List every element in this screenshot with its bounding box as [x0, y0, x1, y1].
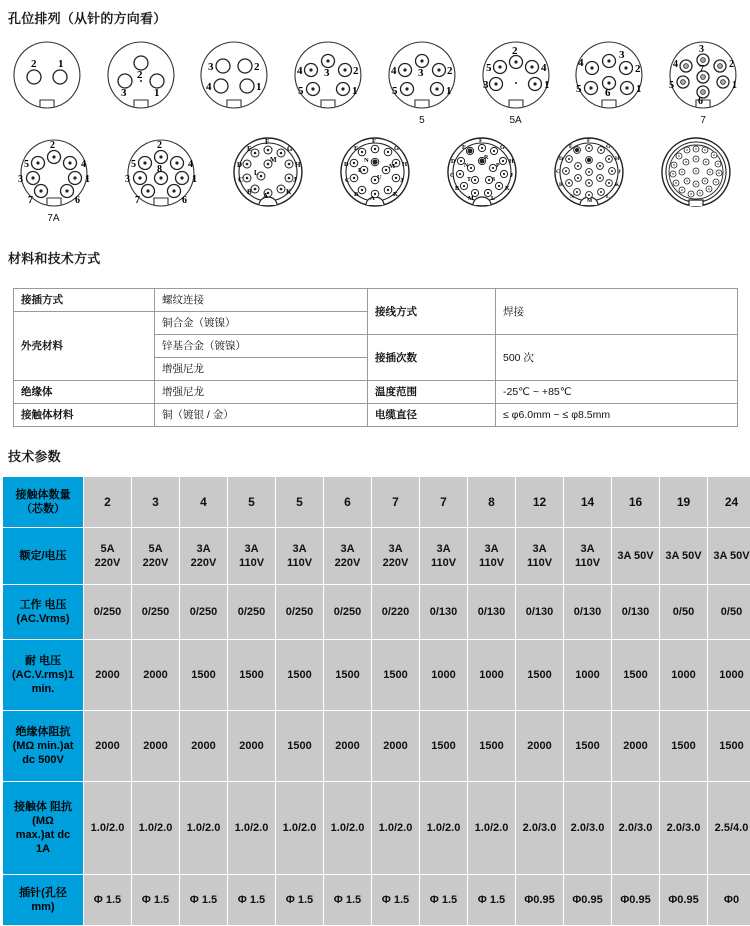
- cell-pin-diameter-0: Φ 1.5: [84, 875, 131, 925]
- material-label-cable-diameter: 电缆直径: [368, 404, 496, 427]
- cell-working-voltage-4: 0/250: [276, 585, 323, 639]
- cell-pin-diameter-2: Φ 1.5: [180, 875, 227, 925]
- cell-rated-voltage-8: 3A 110V: [468, 528, 515, 584]
- svg-text:4: 4: [673, 59, 679, 70]
- svg-text:2: 2: [511, 45, 518, 57]
- svg-text:4: 4: [297, 65, 303, 77]
- svg-text:K: K: [614, 182, 619, 188]
- svg-text:3: 3: [699, 44, 705, 55]
- material-value-insulator: 增强尼龙: [155, 381, 368, 404]
- section-heading-materials: 材料和技术方式: [8, 251, 101, 266]
- material-label-mating-cycles: 接插次数: [368, 335, 496, 381]
- cell-working-voltage-3: 0/250: [228, 585, 275, 639]
- cell-contact-count-11: 16: [612, 477, 659, 527]
- cell-contact-resistance-11: 2.0/3.0: [612, 782, 659, 874]
- svg-text:H: H: [508, 159, 514, 165]
- cell-rated-voltage-4: 3A 110V: [276, 528, 323, 584]
- svg-text:L: L: [605, 194, 610, 200]
- svg-text:3: 3: [482, 79, 489, 91]
- cell-insulation-resistance-11: 2000: [612, 711, 659, 781]
- cell-contact-resistance-5: 1.0/2.0: [324, 782, 371, 874]
- svg-text:E: E: [353, 145, 358, 152]
- svg-text:J: J: [509, 173, 513, 179]
- material-label-contact-material: 接触体材料: [14, 404, 155, 427]
- connector-5a: [469, 36, 563, 132]
- cell-insulation-resistance-10: 1500: [564, 711, 611, 781]
- cell-pin-diameter-4: Φ 1.5: [276, 875, 323, 925]
- svg-text:2: 2: [635, 63, 641, 75]
- cell-insulation-resistance-3: 2000: [228, 711, 275, 781]
- svg-text:5: 5: [298, 85, 304, 97]
- connector-4pin: [188, 36, 282, 132]
- cell-rated-voltage-12: 3A 50V: [660, 528, 707, 584]
- connector-4pin-graphic: [189, 36, 279, 116]
- svg-text:K: K: [392, 191, 398, 198]
- cell-contact-resistance-3: 1.0/2.0: [228, 782, 275, 874]
- cell-rated-voltage-13: 3A 50V: [708, 528, 750, 584]
- svg-text:K: K: [285, 188, 291, 196]
- svg-text:3: 3: [417, 67, 424, 79]
- svg-text:L: L: [253, 169, 259, 177]
- svg-text:G: G: [393, 145, 399, 152]
- cell-contact-resistance-12: 2.0/3.0: [660, 782, 707, 874]
- connector-5pin-graphic: [377, 36, 467, 116]
- cell-withstand-voltage-7: 1000: [420, 640, 467, 710]
- cell-rated-voltage-3: 3A 110V: [228, 528, 275, 584]
- svg-text:5: 5: [669, 80, 675, 91]
- connector-16pin: [428, 134, 535, 230]
- connector-16pin-graphic: [437, 134, 527, 214]
- svg-text:3: 3: [208, 61, 214, 73]
- cell-contact-resistance-7: 1.0/2.0: [420, 782, 467, 874]
- cell-working-voltage-8: 0/130: [468, 585, 515, 639]
- cell-contact-count-4: 5: [276, 477, 323, 527]
- connector-label: 7A: [47, 213, 60, 224]
- connector-7a-graphic: [9, 134, 99, 214]
- cell-working-voltage-13: 0/50: [708, 585, 750, 639]
- svg-text:2: 2: [729, 59, 735, 70]
- connector-12pin-graphic: [223, 134, 313, 214]
- svg-text:B: B: [454, 186, 459, 192]
- svg-text:5: 5: [576, 83, 582, 95]
- cell-pin-diameter-12: Φ0.95: [660, 875, 707, 925]
- svg-text:3: 3: [17, 174, 23, 185]
- cell-contact-resistance-0: 1.0/2.0: [84, 782, 131, 874]
- cell-contact-count-12: 19: [660, 477, 707, 527]
- svg-text:M: M: [467, 196, 474, 202]
- table-row-contact-resistance: [3, 782, 750, 874]
- svg-text:2: 2: [136, 69, 143, 81]
- row-label-rated-voltage: 额定/电压: [3, 528, 83, 584]
- svg-text:5: 5: [130, 159, 136, 170]
- svg-text:1: 1: [84, 174, 90, 185]
- cell-insulation-resistance-9: 2000: [516, 711, 563, 781]
- svg-text:2: 2: [254, 61, 260, 73]
- cell-pin-diameter-3: Φ 1.5: [228, 875, 275, 925]
- table-row: [14, 289, 738, 312]
- svg-text:4: 4: [206, 81, 212, 93]
- connector-7pin-graphic: [658, 36, 748, 116]
- svg-text:D: D: [558, 156, 563, 162]
- row-label-insulation-resistance: 绝缘体阻抗 (MΩ min.)at dc 500V: [3, 711, 83, 781]
- svg-text:G: G: [499, 145, 505, 151]
- connector-6pin: [563, 36, 657, 132]
- svg-text:E: E: [461, 145, 466, 151]
- cell-insulation-resistance-5: 2000: [324, 711, 371, 781]
- svg-text:B: B: [558, 182, 563, 188]
- material-value-temperature-range: -25℃ ~ +85℃: [496, 381, 738, 404]
- cell-contact-count-7: 7: [420, 477, 467, 527]
- svg-text:F: F: [586, 138, 590, 144]
- section-heading-pinout: 孔位排列（从针的方向看）: [8, 11, 167, 26]
- cell-pin-diameter-8: Φ 1.5: [468, 875, 515, 925]
- cell-contact-count-8: 8: [468, 477, 515, 527]
- cell-contact-resistance-13: 2.5/4.0: [708, 782, 750, 874]
- svg-text:G: G: [286, 145, 292, 153]
- svg-text:1: 1: [543, 79, 550, 91]
- connector-8pin: [107, 134, 214, 230]
- svg-text:7: 7: [27, 195, 33, 206]
- cell-pin-diameter-9: Φ0.95: [516, 875, 563, 925]
- svg-text:3: 3: [619, 49, 625, 61]
- cell-contact-resistance-2: 1.0/2.0: [180, 782, 227, 874]
- svg-text:1: 1: [636, 83, 642, 95]
- cell-insulation-resistance-13: 1500: [708, 711, 750, 781]
- row-label-contact-resistance: 接触体 阻抗 (MΩ max.)at dc 1A: [3, 782, 83, 874]
- cell-working-voltage-2: 0/250: [180, 585, 227, 639]
- svg-text:8: 8: [156, 164, 162, 175]
- svg-text:1: 1: [256, 81, 262, 93]
- cell-withstand-voltage-8: 1000: [468, 640, 515, 710]
- svg-text:4: 4: [187, 159, 193, 170]
- svg-text:B: B: [246, 188, 252, 196]
- cell-withstand-voltage-13: 1000: [708, 640, 750, 710]
- svg-text:1: 1: [732, 80, 738, 91]
- svg-text:4: 4: [578, 57, 584, 69]
- svg-text:1: 1: [153, 87, 160, 99]
- cell-contact-count-2: 4: [180, 477, 227, 527]
- svg-text:A: A: [262, 192, 268, 200]
- svg-text:H: H: [614, 156, 619, 162]
- table-row-insulation-resistance: [3, 711, 750, 781]
- table-row: [14, 381, 738, 404]
- row-label-working-voltage: 工作 电压 (AC.Vrms): [3, 585, 83, 639]
- svg-text:R: R: [483, 155, 488, 161]
- cell-pin-diameter-10: Φ0.95: [564, 875, 611, 925]
- svg-text:L: L: [357, 167, 362, 174]
- cell-insulation-resistance-7: 1500: [420, 711, 467, 781]
- cell-contact-resistance-1: 1.0/2.0: [132, 782, 179, 874]
- svg-text:6: 6: [74, 195, 80, 206]
- connector-label: 7: [700, 115, 706, 126]
- material-label-insulator: 绝缘体: [14, 381, 155, 404]
- material-value-contact-material: 铜（镀银 / 金）: [155, 404, 368, 427]
- section-heading-specs: 技术参数: [8, 449, 61, 464]
- cell-contact-count-6: 7: [372, 477, 419, 527]
- svg-text:6: 6: [181, 195, 187, 206]
- cell-contact-count-10: 14: [564, 477, 611, 527]
- svg-text:J: J: [399, 177, 403, 184]
- connector-14pin-graphic: [330, 134, 420, 214]
- cell-working-voltage-0: 0/250: [84, 585, 131, 639]
- svg-text:5: 5: [485, 62, 492, 74]
- cell-contact-resistance-4: 1.0/2.0: [276, 782, 323, 874]
- cell-insulation-resistance-4: 1500: [276, 711, 323, 781]
- material-label-connection-type: 接插方式: [14, 289, 155, 312]
- svg-text:6: 6: [698, 96, 704, 107]
- cell-rated-voltage-2: 3A 220V: [180, 528, 227, 584]
- row-label-contact-count: 接触体数量 （芯数）: [3, 477, 83, 527]
- cell-withstand-voltage-1: 2000: [132, 640, 179, 710]
- connector-12pin: [214, 134, 321, 230]
- cell-withstand-voltage-5: 1500: [324, 640, 371, 710]
- table-row-rated-voltage: [3, 528, 750, 584]
- cell-contact-resistance-6: 1.0/2.0: [372, 782, 419, 874]
- cell-rated-voltage-11: 3A 50V: [612, 528, 659, 584]
- connector-6pin-graphic: [564, 36, 654, 116]
- connector-19pin-graphic: [544, 134, 634, 214]
- svg-text:C: C: [555, 169, 560, 175]
- row-label-pin-diameter: 插针(孔径 mm): [3, 875, 83, 925]
- cell-working-voltage-10: 0/130: [564, 585, 611, 639]
- svg-text:7: 7: [134, 195, 140, 206]
- svg-text:4: 4: [80, 159, 86, 170]
- cell-working-voltage-12: 0/50: [660, 585, 707, 639]
- cell-contact-count-1: 3: [132, 477, 179, 527]
- cell-contact-resistance-8: 1.0/2.0: [468, 782, 515, 874]
- svg-text:5: 5: [391, 85, 398, 97]
- material-value-mating-cycles: 500 次: [496, 335, 738, 381]
- svg-text:6: 6: [605, 87, 611, 99]
- cell-pin-diameter-11: Φ0.95: [612, 875, 659, 925]
- cell-contact-count-0: 2: [84, 477, 131, 527]
- svg-text:3: 3: [120, 87, 127, 99]
- svg-text:7: 7: [699, 64, 705, 75]
- cell-contact-count-3: 5: [228, 477, 275, 527]
- material-value-cable-diameter: ≤ φ6.0mm ~ ≤ φ8.5mm: [496, 404, 738, 427]
- svg-text:3: 3: [124, 174, 130, 185]
- cell-contact-count-5: 6: [324, 477, 371, 527]
- cell-insulation-resistance-2: 2000: [180, 711, 227, 781]
- svg-text:3: 3: [324, 67, 330, 79]
- svg-text:2: 2: [446, 65, 453, 77]
- cell-rated-voltage-1: 5A 220V: [132, 528, 179, 584]
- connector-label: 5: [419, 115, 425, 126]
- svg-text:J: J: [292, 176, 296, 184]
- svg-text:M: M: [388, 163, 395, 170]
- svg-text:2: 2: [353, 65, 359, 77]
- connector-24pin: [642, 134, 749, 230]
- svg-text:D: D: [343, 161, 349, 168]
- cell-rated-voltage-10: 3A 110V: [564, 528, 611, 584]
- connector-2pin: [0, 36, 94, 132]
- svg-text:B: B: [353, 191, 358, 198]
- cell-pin-diameter-1: Φ 1.5: [132, 875, 179, 925]
- cell-working-voltage-9: 0/130: [516, 585, 563, 639]
- connector-5pin: [375, 36, 469, 132]
- table-row: [14, 404, 738, 427]
- svg-text:1: 1: [445, 85, 452, 97]
- svg-text:F: F: [264, 138, 269, 146]
- connector-2pin-graphic: [2, 36, 92, 116]
- cell-working-voltage-11: 0/130: [612, 585, 659, 639]
- table-row-contact-count: [3, 477, 750, 527]
- cell-insulation-resistance-1: 2000: [132, 711, 179, 781]
- connector-14pin: [321, 134, 428, 230]
- table-row-withstand-voltage: [3, 640, 750, 710]
- cell-rated-voltage-0: 5A 220V: [84, 528, 131, 584]
- svg-text:A: A: [369, 195, 375, 202]
- material-label-temperature-range: 温度范围: [368, 381, 496, 404]
- technical-parameters-table: [2, 476, 750, 926]
- connector-3pin-graphic: [96, 36, 186, 116]
- cell-withstand-voltage-3: 1500: [228, 640, 275, 710]
- connector-5pin-a-graphic: [283, 36, 373, 116]
- cell-insulation-resistance-0: 2000: [84, 711, 131, 781]
- cell-withstand-voltage-9: 1500: [516, 640, 563, 710]
- svg-text:C: C: [344, 177, 350, 184]
- svg-text:E: E: [246, 145, 252, 153]
- cell-withstand-voltage-11: 1500: [612, 640, 659, 710]
- cell-pin-diameter-7: Φ 1.5: [420, 875, 467, 925]
- svg-text:1: 1: [57, 58, 64, 70]
- cell-pin-diameter-13: Φ0: [708, 875, 750, 925]
- cell-withstand-voltage-0: 2000: [84, 640, 131, 710]
- cell-rated-voltage-9: 3A 110V: [516, 528, 563, 584]
- svg-text:2: 2: [156, 140, 162, 151]
- material-value-connection-type: 螺纹连接: [155, 289, 368, 312]
- cell-insulation-resistance-12: 1500: [660, 711, 707, 781]
- svg-text:G: G: [605, 144, 610, 150]
- pinout-diagram-area: [0, 36, 750, 236]
- cell-withstand-voltage-6: 1500: [372, 640, 419, 710]
- svg-text:H: H: [401, 161, 407, 168]
- cell-withstand-voltage-4: 1500: [276, 640, 323, 710]
- svg-text:D: D: [450, 159, 455, 165]
- cell-working-voltage-6: 0/220: [372, 585, 419, 639]
- cell-pin-diameter-5: Φ 1.5: [324, 875, 371, 925]
- connector-5pin-a: [281, 36, 375, 132]
- svg-text:2: 2: [49, 140, 55, 151]
- svg-text:N: N: [363, 157, 369, 164]
- cell-withstand-voltage-12: 1000: [660, 640, 707, 710]
- svg-text:N: N: [463, 163, 468, 169]
- connector-5a-graphic: [471, 36, 561, 116]
- svg-text:J: J: [617, 169, 621, 175]
- material-value-shell-2: 锌基合金（镀镍）: [155, 335, 368, 358]
- svg-text:D: D: [236, 161, 242, 169]
- material-value-shell-1: 铜合金（镀镍）: [155, 312, 368, 335]
- svg-text:F: F: [478, 138, 483, 144]
- svg-text:H: H: [294, 161, 300, 169]
- cell-rated-voltage-6: 3A 220V: [372, 528, 419, 584]
- svg-text:E: E: [568, 144, 573, 150]
- svg-text:C: C: [237, 176, 243, 184]
- connector-8pin-graphic: [116, 134, 206, 214]
- connector-label: 5A: [509, 115, 522, 126]
- connector-3pin: [94, 36, 188, 132]
- svg-text:F: F: [371, 138, 376, 145]
- svg-text:M: M: [269, 156, 277, 164]
- cell-working-voltage-7: 0/130: [420, 585, 467, 639]
- row-label-withstand-voltage: 耐 电压 (AC.V.rms)1 min.: [3, 640, 83, 710]
- cell-withstand-voltage-2: 1500: [180, 640, 227, 710]
- table-row-pin-diameter: [3, 875, 750, 925]
- svg-text:2: 2: [30, 58, 37, 70]
- cell-insulation-resistance-8: 1500: [468, 711, 515, 781]
- connector-7pin: [656, 36, 750, 132]
- svg-text:S: S: [491, 177, 495, 183]
- svg-text:4: 4: [390, 65, 397, 77]
- cell-working-voltage-1: 0/250: [132, 585, 179, 639]
- cell-rated-voltage-7: 3A 110V: [420, 528, 467, 584]
- connector-row-2: [0, 134, 750, 230]
- svg-text:K: K: [504, 186, 510, 192]
- connector-row-1: [0, 36, 750, 132]
- cell-contact-resistance-10: 2.0/3.0: [564, 782, 611, 874]
- material-value-shell-3: 增强尼龙: [155, 358, 368, 381]
- cell-rated-voltage-5: 3A 220V: [324, 528, 371, 584]
- cell-insulation-resistance-6: 2000: [372, 711, 419, 781]
- cell-contact-count-9: 12: [516, 477, 563, 527]
- svg-text:1: 1: [191, 174, 197, 185]
- connector-19pin: [535, 134, 642, 230]
- svg-text:4: 4: [540, 62, 547, 74]
- svg-text:U: U: [376, 174, 382, 181]
- svg-text:M: M: [586, 198, 592, 204]
- cell-contact-count-13: 24: [708, 477, 750, 527]
- svg-text:L: L: [490, 196, 495, 202]
- cell-contact-resistance-9: 2.0/3.0: [516, 782, 563, 874]
- svg-text:T: T: [466, 177, 471, 183]
- cell-pin-diameter-6: Φ 1.5: [372, 875, 419, 925]
- cell-withstand-voltage-10: 1000: [564, 640, 611, 710]
- connector-24pin-graphic: [651, 134, 741, 214]
- connector-7a: [0, 134, 107, 230]
- svg-text:P: P: [495, 163, 500, 169]
- material-label-wiring-method: 接线方式: [368, 289, 496, 335]
- svg-text:N: N: [569, 194, 574, 200]
- material-value-wiring-method: 焊接: [496, 289, 738, 335]
- materials-table: [13, 288, 738, 427]
- svg-text:C: C: [449, 173, 454, 179]
- cell-working-voltage-5: 0/250: [324, 585, 371, 639]
- svg-text:5: 5: [23, 159, 29, 170]
- table-row-working-voltage: [3, 585, 750, 639]
- svg-text:1: 1: [352, 85, 358, 97]
- material-label-shell-material: 外壳材料: [14, 312, 155, 381]
